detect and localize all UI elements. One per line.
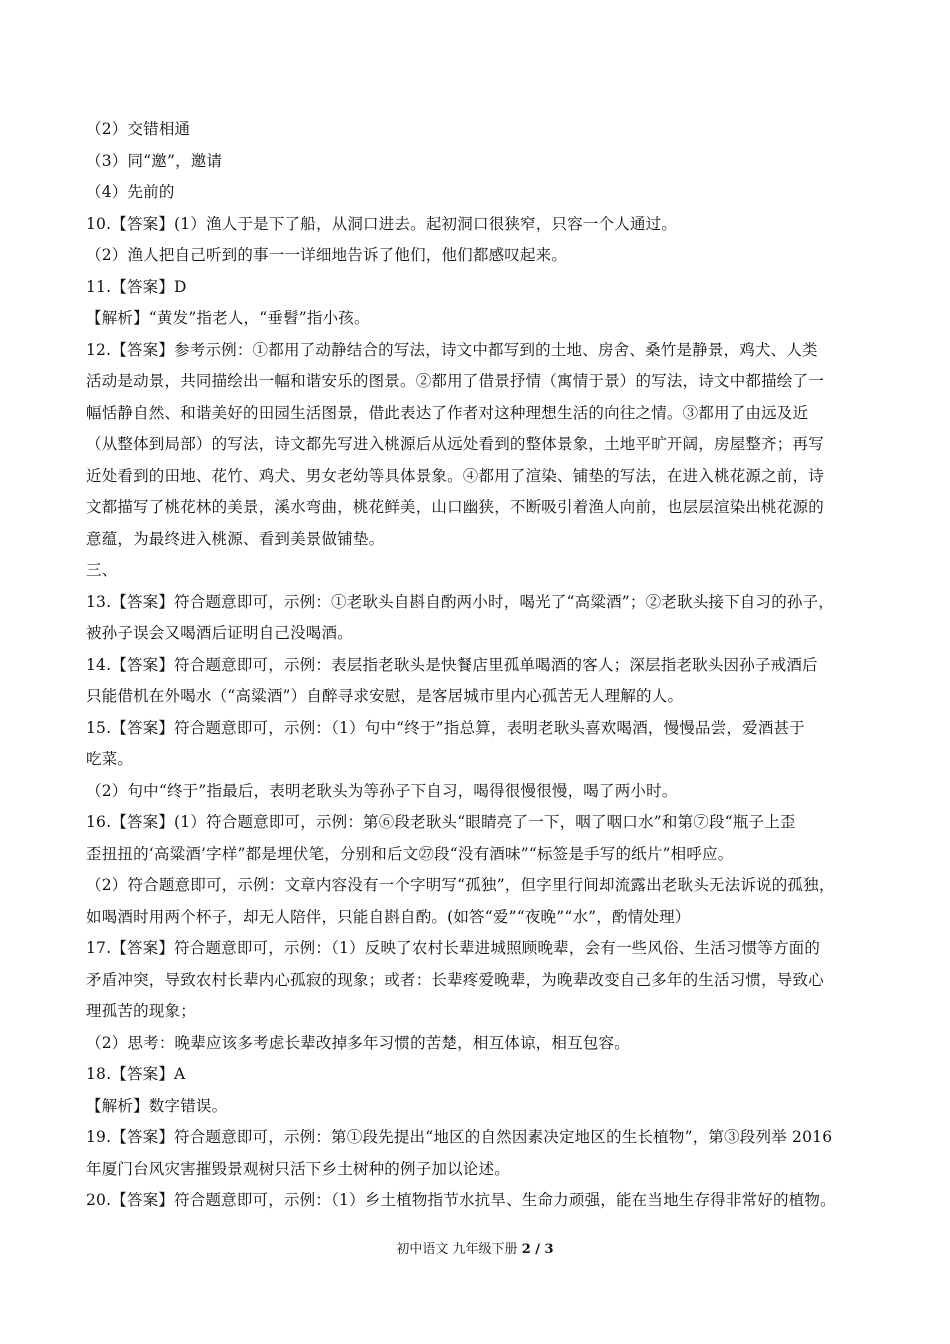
text-line: 【解析】数字错误。	[86, 1096, 228, 1115]
text-line: 14.【答案】符合题意即可，示例：表层指老耿头是快餐店里孤单喝酒的客人；深层指老耿头因孙子戒酒后	[86, 655, 818, 674]
footer-label: 初中语文 九年级下册	[396, 1242, 522, 1257]
text-line: （4）先前的	[86, 183, 175, 201]
page-footer	[0, 1241, 950, 1259]
text-line: （3）同“邀”，邀请	[86, 151, 223, 170]
text-line: （2）句中“终于”指最后，表明老耿头为等孙子下自习，喝得很慢很慢，喝了两小时。	[86, 781, 678, 800]
text-line: 意蕴，为最终进入桃源、看到美景做铺垫。	[86, 529, 385, 548]
text-line: 幅恬静自然、和谐美好的田园生活图景，借此表达了作者对这种理想生活的向往之情。③都用了由远及近	[86, 403, 809, 422]
text-line: （2）交错相通	[86, 120, 191, 138]
text-line: 理孤苦的现象；	[86, 1002, 196, 1020]
text-line: 歪扭扭的‘高粱酒’字样”都是埋伏笔，分别和后文㉗段“没有酒味”“标签是手写的纸片”相呼应。	[86, 844, 734, 863]
text-line: （从整体到局部）的写法，诗文都先写进入桃源后从远处看到的整体景象，土地平旷开阔，房屋整齐；再写	[86, 435, 824, 453]
text-line: 13.【答案】符合题意即可，示例：①老耿头自斟自酌两小时，喝光了“高粱酒”；②老耿头接下自习的孙子，	[86, 592, 835, 611]
text-line: 16.【答案】(1）符合题意即可，示例：第⑥段老耿头“眼睛亮了一下，咽了咽口水”和第⑦段“瓶子上歪	[86, 813, 796, 831]
text-line: 只能借机在外喝水（“高粱酒”）自醉寻求安慰，是客居城市里内心孤苦无人理解的人。	[86, 687, 684, 705]
text-line: 三、	[86, 561, 118, 579]
text-line: 19.【答案】符合题意即可，示例：第①段先提出“地区的自然因素决定地区的生长植物”，第③段列举 2016	[86, 1128, 833, 1146]
text-line: 17.【答案】符合题意即可，示例：（1）反映了农村长辈进城照顾晚辈，会有一些风俗、生活习惯等方面的	[86, 939, 821, 957]
text-line: 12.【答案】参考示例：①都用了动静结合的写法，诗文中都写到的土地、房舍、桑竹是静景，鸡犬、人类	[86, 340, 818, 359]
text-line: 被孙子误会又喝酒后证明自己没喝酒。	[86, 624, 353, 642]
text-line: 矛盾冲突，导致农村长辈内心孤寂的现象；或者：长辈疼爱晚辈，为晚辈改变自己多年的生活习惯，导致心	[86, 970, 824, 989]
text-line: 活动是动景，共同描绘出一幅和谐安乐的图景。②都用了借景抒情（寓情于景）的写法，诗文中都描绘了一	[86, 372, 824, 390]
answer-text-body	[86, 114, 866, 1217]
text-line: （2）渔人把自己听到的事一一详细地告诉了他们，他们都感叹起来。	[86, 246, 568, 264]
text-line: （2）符合题意即可，示例：文章内容没有一个字明写“孤独”，但字里行间却流露出老耿头无法诉说的孤独，	[86, 876, 835, 894]
text-line: 20.【答案】符合题意即可，示例：（1）乡土植物指节水抗旱、生命力顽强，能在当地生存得非常好的植物。	[86, 1191, 836, 1209]
text-line: 18.【答案】A	[86, 1065, 186, 1083]
page-number: 2 / 3	[521, 1242, 554, 1257]
text-line: 【解析】“黄发”指老人，“垂髫”指小孩。	[86, 309, 370, 327]
text-line: 如喝酒时用两个杯子，却无人陪伴，只能自斟自酌。(如答“爱”“夜晚”“水”，酌情处理）	[86, 907, 691, 926]
text-line: 吃菜。	[86, 750, 134, 768]
text-line: （2）思考：晚辈应该多考虑长辈改掉多年习惯的苦楚，相互体谅，相互包容。	[86, 1033, 630, 1052]
text-line: 年厦门台风灾害摧毁景观树只活下乡土树种的例子加以论述。	[86, 1159, 510, 1178]
text-line: 近处看到的田地、花竹、鸡犬、男女老幼等具体景象。④都用了渲染、铺垫的写法，在进入桃花源之前，诗	[86, 466, 824, 485]
text-line: 15.【答案】符合题意即可，示例：（1）句中“终于”指总算，表明老耿头喜欢喝酒，慢慢品尝，爱酒甚于	[86, 718, 805, 737]
text-line: 10.【答案】(1）渔人于是下了船，从洞口进去。起初洞口很狭窄，只容一个人通过。	[86, 214, 678, 233]
text-line: 11.【答案】D	[86, 277, 187, 296]
text-line: 文都描写了桃花林的美景，溪水弯曲，桃花鲜美，山口幽狭，不断吸引着渔人向前，也层层渲染出桃花源的	[86, 498, 824, 516]
